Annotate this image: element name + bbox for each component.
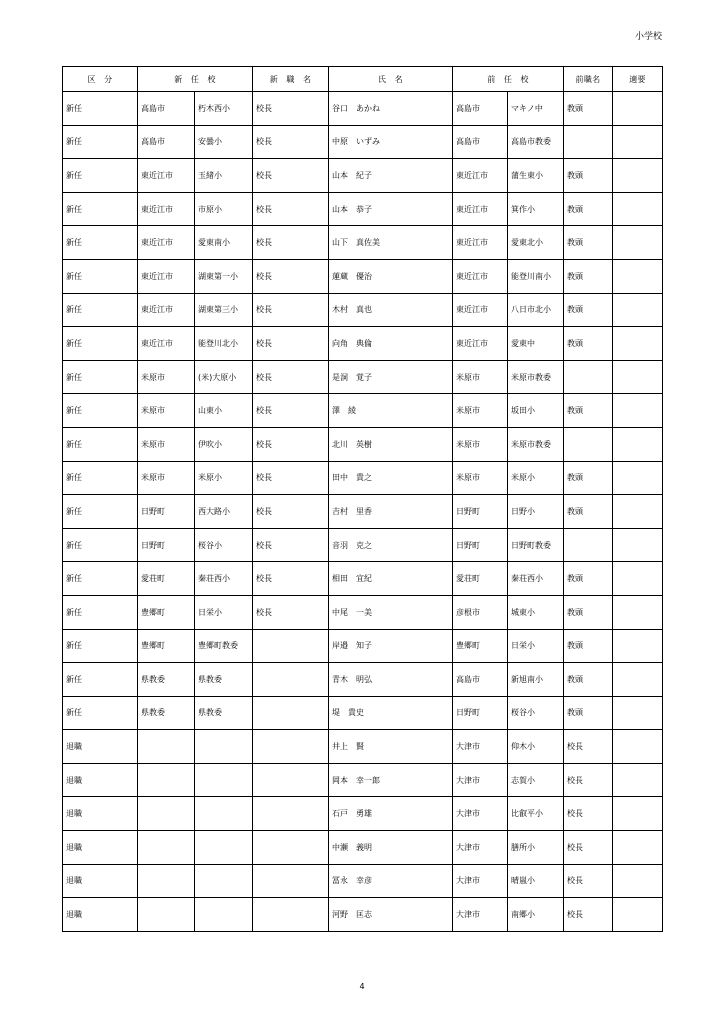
- previous-position-cell: [564, 360, 613, 394]
- new-municipality-cell: 高島市: [138, 92, 195, 126]
- previous-position-cell: 教頭: [564, 562, 613, 596]
- new-position-cell: 校長: [253, 92, 329, 126]
- column-header-new-position: 新 職 名: [253, 67, 329, 92]
- name-cell: 中原 いずみ: [329, 125, 453, 159]
- table-row: [63, 864, 663, 898]
- name-cell: 山本 紀子: [329, 159, 453, 193]
- new-school-cell: 秦荘西小: [195, 562, 253, 596]
- table-row: [63, 461, 663, 495]
- previous-school-cell: 箕作小: [508, 192, 564, 226]
- name-cell: 澤 綾: [329, 394, 453, 428]
- name-cell: 田中 貴之: [329, 461, 453, 495]
- name-cell: 北川 英樹: [329, 427, 453, 461]
- name-cell: 向角 典倫: [329, 327, 453, 361]
- category-cell: 退職: [63, 831, 138, 865]
- new-position-cell: [253, 629, 329, 663]
- remarks-cell: [613, 394, 663, 428]
- school-type-label: 小学校: [634, 32, 662, 42]
- previous-school-cell: 日野町教委: [508, 528, 564, 562]
- previous-position-cell: 教頭: [564, 394, 613, 428]
- remarks-cell: [613, 360, 663, 394]
- previous-municipality-cell: 大津市: [453, 831, 508, 865]
- new-position-cell: 校長: [253, 226, 329, 260]
- new-position-cell: 校長: [253, 259, 329, 293]
- new-municipality-cell: 米原市: [138, 360, 195, 394]
- category-cell: 新任: [63, 394, 138, 428]
- previous-position-cell: 教頭: [564, 259, 613, 293]
- new-school-cell: [195, 831, 253, 865]
- new-position-cell: 校長: [253, 495, 329, 529]
- new-position-cell: [253, 696, 329, 730]
- name-cell: 是洞 覚子: [329, 360, 453, 394]
- category-cell: 退職: [63, 730, 138, 764]
- name-cell: 岸邉 知子: [329, 629, 453, 663]
- previous-school-cell: 城東小: [508, 595, 564, 629]
- previous-municipality-cell: 大津市: [453, 763, 508, 797]
- new-municipality-cell: 米原市: [138, 427, 195, 461]
- new-school-cell: [195, 898, 253, 932]
- previous-municipality-cell: 米原市: [453, 461, 508, 495]
- table-row: [63, 528, 663, 562]
- previous-school-cell: 坂田小: [508, 394, 564, 428]
- previous-municipality-cell: 豊郷町: [453, 629, 508, 663]
- previous-position-cell: 教頭: [564, 461, 613, 495]
- previous-school-cell: 志賀小: [508, 763, 564, 797]
- new-municipality-cell: 東近江市: [138, 327, 195, 361]
- table-row: [63, 495, 663, 529]
- previous-position-cell: 教頭: [564, 495, 613, 529]
- table-row: [63, 831, 663, 865]
- new-school-cell: 市原小: [195, 192, 253, 226]
- column-header-name: 氏 名: [329, 67, 453, 92]
- name-cell: 中瀬 義明: [329, 831, 453, 865]
- previous-municipality-cell: 高島市: [453, 663, 508, 697]
- previous-municipality-cell: 彦根市: [453, 595, 508, 629]
- previous-school-cell: 桜谷小: [508, 696, 564, 730]
- new-municipality-cell: 豊郷町: [138, 595, 195, 629]
- previous-school-cell: 日野小: [508, 495, 564, 529]
- previous-school-cell: マキノ中: [508, 92, 564, 126]
- category-cell: 退職: [63, 797, 138, 831]
- new-school-cell: 県教委: [195, 663, 253, 697]
- previous-position-cell: 校長: [564, 898, 613, 932]
- new-municipality-cell: 豊郷町: [138, 629, 195, 663]
- name-cell: 蓮蔵 優治: [329, 259, 453, 293]
- name-cell: 堤 貴史: [329, 696, 453, 730]
- name-cell: 山下 真佐美: [329, 226, 453, 260]
- remarks-cell: [613, 293, 663, 327]
- previous-municipality-cell: 東近江市: [453, 293, 508, 327]
- remarks-cell: [613, 696, 663, 730]
- previous-municipality-cell: 米原市: [453, 427, 508, 461]
- category-cell: 新任: [63, 360, 138, 394]
- previous-school-cell: 膳所小: [508, 831, 564, 865]
- name-cell: 谷口 あかね: [329, 92, 453, 126]
- previous-school-cell: 日栄小: [508, 629, 564, 663]
- new-position-cell: 校長: [253, 528, 329, 562]
- category-cell: 退職: [63, 898, 138, 932]
- previous-position-cell: 教頭: [564, 159, 613, 193]
- new-municipality-cell: 日野町: [138, 495, 195, 529]
- previous-school-cell: 高島市教委: [508, 125, 564, 159]
- new-school-cell: 湖東第三小: [195, 293, 253, 327]
- previous-position-cell: 校長: [564, 797, 613, 831]
- new-municipality-cell: 東近江市: [138, 293, 195, 327]
- category-cell: 新任: [63, 159, 138, 193]
- category-cell: 退職: [63, 763, 138, 797]
- new-position-cell: 校長: [253, 327, 329, 361]
- previous-school-cell: 比叡平小: [508, 797, 564, 831]
- table-row: [63, 663, 663, 697]
- new-municipality-cell: [138, 898, 195, 932]
- previous-position-cell: 校長: [564, 730, 613, 764]
- new-municipality-cell: 米原市: [138, 394, 195, 428]
- previous-municipality-cell: 東近江市: [453, 192, 508, 226]
- category-cell: 新任: [63, 528, 138, 562]
- remarks-cell: [613, 831, 663, 865]
- previous-municipality-cell: 日野町: [453, 696, 508, 730]
- table-row: [63, 562, 663, 596]
- table-row: [63, 259, 663, 293]
- table-body: [63, 92, 663, 932]
- previous-school-cell: 南郷小: [508, 898, 564, 932]
- previous-municipality-cell: 日野町: [453, 528, 508, 562]
- new-municipality-cell: 日野町: [138, 528, 195, 562]
- remarks-cell: [613, 327, 663, 361]
- remarks-cell: [613, 427, 663, 461]
- category-cell: 新任: [63, 629, 138, 663]
- new-municipality-cell: 東近江市: [138, 259, 195, 293]
- table-row: [63, 730, 663, 764]
- remarks-cell: [613, 125, 663, 159]
- name-cell: 吉村 里香: [329, 495, 453, 529]
- new-position-cell: [253, 663, 329, 697]
- new-school-cell: 愛東南小: [195, 226, 253, 260]
- new-position-cell: [253, 730, 329, 764]
- new-position-cell: 校長: [253, 394, 329, 428]
- new-municipality-cell: 米原市: [138, 461, 195, 495]
- category-cell: 新任: [63, 327, 138, 361]
- category-cell: 新任: [63, 461, 138, 495]
- previous-position-cell: 教頭: [564, 327, 613, 361]
- table-row: [63, 898, 663, 932]
- previous-position-cell: [564, 528, 613, 562]
- new-position-cell: 校長: [253, 159, 329, 193]
- table-row: [63, 629, 663, 663]
- new-school-cell: 西大路小: [195, 495, 253, 529]
- table-row: [63, 797, 663, 831]
- name-cell: 音羽 克之: [329, 528, 453, 562]
- previous-position-cell: 教頭: [564, 293, 613, 327]
- new-school-cell: [195, 730, 253, 764]
- new-position-cell: 校長: [253, 562, 329, 596]
- previous-position-cell: 教頭: [564, 696, 613, 730]
- new-school-cell: 日栄小: [195, 595, 253, 629]
- previous-municipality-cell: 日野町: [453, 495, 508, 529]
- name-cell: 河野 匡志: [329, 898, 453, 932]
- remarks-cell: [613, 730, 663, 764]
- table-row: [63, 92, 663, 126]
- new-municipality-cell: 県教委: [138, 663, 195, 697]
- previous-position-cell: 教頭: [564, 192, 613, 226]
- column-header-remarks: 適要: [613, 67, 663, 92]
- new-municipality-cell: 高島市: [138, 125, 195, 159]
- new-school-cell: [195, 864, 253, 898]
- previous-municipality-cell: 大津市: [453, 797, 508, 831]
- new-school-cell: 米原小: [195, 461, 253, 495]
- new-position-cell: [253, 898, 329, 932]
- new-school-cell: 安曇小: [195, 125, 253, 159]
- new-municipality-cell: 東近江市: [138, 192, 195, 226]
- new-position-cell: [253, 831, 329, 865]
- previous-municipality-cell: 高島市: [453, 92, 508, 126]
- name-cell: 相田 宜紀: [329, 562, 453, 596]
- new-position-cell: [253, 797, 329, 831]
- remarks-cell: [613, 763, 663, 797]
- new-position-cell: 校長: [253, 125, 329, 159]
- previous-school-cell: 新旭南小: [508, 663, 564, 697]
- previous-school-cell: 蒲生東小: [508, 159, 564, 193]
- table-row: [63, 293, 663, 327]
- column-header-category: 区 分: [63, 67, 138, 92]
- table-row: [63, 327, 663, 361]
- previous-municipality-cell: 米原市: [453, 394, 508, 428]
- category-cell: 新任: [63, 293, 138, 327]
- name-cell: 木村 真也: [329, 293, 453, 327]
- new-municipality-cell: 県教委: [138, 696, 195, 730]
- new-municipality-cell: [138, 797, 195, 831]
- previous-municipality-cell: 大津市: [453, 730, 508, 764]
- previous-school-cell: 晴嵐小: [508, 864, 564, 898]
- previous-position-cell: 教頭: [564, 663, 613, 697]
- new-school-cell: (米)大原小: [195, 360, 253, 394]
- category-cell: 新任: [63, 125, 138, 159]
- previous-position-cell: 教頭: [564, 595, 613, 629]
- previous-school-cell: 愛東北小: [508, 226, 564, 260]
- table-row: [63, 427, 663, 461]
- new-position-cell: 校長: [253, 427, 329, 461]
- column-header-previous-position: 前職名: [564, 67, 613, 92]
- new-municipality-cell: 東近江市: [138, 226, 195, 260]
- table-row: [63, 159, 663, 193]
- name-cell: 井上 賢: [329, 730, 453, 764]
- new-school-cell: 玉緒小: [195, 159, 253, 193]
- new-municipality-cell: [138, 730, 195, 764]
- new-school-cell: 湖東第一小: [195, 259, 253, 293]
- new-position-cell: [253, 763, 329, 797]
- previous-municipality-cell: 東近江市: [453, 327, 508, 361]
- previous-school-cell: 能登川南小: [508, 259, 564, 293]
- remarks-cell: [613, 562, 663, 596]
- category-cell: 新任: [63, 562, 138, 596]
- remarks-cell: [613, 461, 663, 495]
- previous-school-cell: 米原市教委: [508, 360, 564, 394]
- remarks-cell: [613, 226, 663, 260]
- table-row: [63, 763, 663, 797]
- personnel-table: [62, 66, 663, 932]
- name-cell: 山本 恭子: [329, 192, 453, 226]
- previous-municipality-cell: 高島市: [453, 125, 508, 159]
- previous-position-cell: 教頭: [564, 92, 613, 126]
- new-position-cell: 校長: [253, 595, 329, 629]
- new-school-cell: 県教委: [195, 696, 253, 730]
- new-school-cell: 朽木西小: [195, 92, 253, 126]
- previous-municipality-cell: 愛荘町: [453, 562, 508, 596]
- remarks-cell: [613, 159, 663, 193]
- previous-school-cell: 愛東中: [508, 327, 564, 361]
- new-position-cell: 校長: [253, 360, 329, 394]
- previous-school-cell: 八日市北小: [508, 293, 564, 327]
- previous-position-cell: [564, 427, 613, 461]
- previous-school-cell: 仰木小: [508, 730, 564, 764]
- new-position-cell: 校長: [253, 192, 329, 226]
- previous-municipality-cell: 米原市: [453, 360, 508, 394]
- name-cell: 冨永 幸彦: [329, 864, 453, 898]
- new-municipality-cell: [138, 763, 195, 797]
- new-school-cell: 能登川北小: [195, 327, 253, 361]
- name-cell: 岡本 幸一郎: [329, 763, 453, 797]
- table-row: [63, 696, 663, 730]
- new-municipality-cell: 東近江市: [138, 159, 195, 193]
- remarks-cell: [613, 92, 663, 126]
- previous-municipality-cell: 東近江市: [453, 259, 508, 293]
- previous-school-cell: 米原小: [508, 461, 564, 495]
- new-school-cell: 伊吹小: [195, 427, 253, 461]
- new-municipality-cell: 愛荘町: [138, 562, 195, 596]
- table-row: [63, 226, 663, 260]
- remarks-cell: [613, 192, 663, 226]
- previous-position-cell: 校長: [564, 864, 613, 898]
- table-row: [63, 125, 663, 159]
- table-row: [63, 192, 663, 226]
- category-cell: 新任: [63, 495, 138, 529]
- new-school-cell: 豊郷町教委: [195, 629, 253, 663]
- new-position-cell: 校長: [253, 461, 329, 495]
- new-school-cell: [195, 797, 253, 831]
- new-school-cell: 山東小: [195, 394, 253, 428]
- previous-municipality-cell: 大津市: [453, 864, 508, 898]
- category-cell: 新任: [63, 259, 138, 293]
- previous-position-cell: 校長: [564, 763, 613, 797]
- remarks-cell: [613, 797, 663, 831]
- new-position-cell: [253, 864, 329, 898]
- new-municipality-cell: [138, 831, 195, 865]
- table-row: [63, 595, 663, 629]
- category-cell: 新任: [63, 226, 138, 260]
- previous-municipality-cell: 大津市: [453, 898, 508, 932]
- remarks-cell: [613, 259, 663, 293]
- category-cell: 退職: [63, 864, 138, 898]
- table-header-row: [63, 67, 663, 92]
- remarks-cell: [613, 528, 663, 562]
- new-school-cell: 桜谷小: [195, 528, 253, 562]
- remarks-cell: [613, 864, 663, 898]
- category-cell: 新任: [63, 92, 138, 126]
- new-municipality-cell: [138, 864, 195, 898]
- remarks-cell: [613, 898, 663, 932]
- column-header-previous-school: 前 任 校: [453, 67, 564, 92]
- column-header-new-school: 新 任 校: [138, 67, 253, 92]
- new-position-cell: 校長: [253, 293, 329, 327]
- remarks-cell: [613, 595, 663, 629]
- previous-position-cell: 教頭: [564, 226, 613, 260]
- table-row: [63, 360, 663, 394]
- previous-position-cell: 教頭: [564, 629, 613, 663]
- remarks-cell: [613, 629, 663, 663]
- previous-municipality-cell: 東近江市: [453, 226, 508, 260]
- previous-school-cell: 秦荘西小: [508, 562, 564, 596]
- previous-position-cell: [564, 125, 613, 159]
- name-cell: 中尾 一美: [329, 595, 453, 629]
- category-cell: 新任: [63, 696, 138, 730]
- previous-municipality-cell: 東近江市: [453, 159, 508, 193]
- name-cell: 石戸 勇雄: [329, 797, 453, 831]
- remarks-cell: [613, 663, 663, 697]
- category-cell: 新任: [63, 192, 138, 226]
- previous-position-cell: 校長: [564, 831, 613, 865]
- new-school-cell: [195, 763, 253, 797]
- remarks-cell: [613, 495, 663, 529]
- category-cell: 新任: [63, 663, 138, 697]
- name-cell: 青木 明弘: [329, 663, 453, 697]
- category-cell: 新任: [63, 595, 138, 629]
- previous-school-cell: 米原市教委: [508, 427, 564, 461]
- page-number: 4: [359, 982, 365, 991]
- table-row: [63, 394, 663, 428]
- category-cell: 新任: [63, 427, 138, 461]
